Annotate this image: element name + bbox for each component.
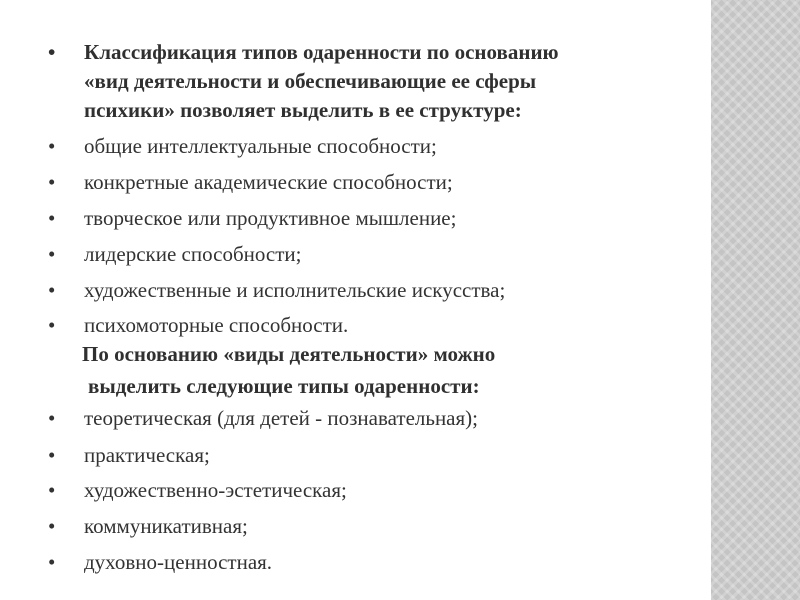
bullet-icon: • xyxy=(48,313,56,337)
intro-text-1: Классификация типов одаренности по основанию xyxy=(84,40,559,64)
section2-line-2 xyxy=(88,374,480,399)
bullet-icon: • xyxy=(48,443,56,467)
bullet-icon: • xyxy=(48,170,56,194)
bullet-icon: • xyxy=(48,550,56,574)
decorative-side-band xyxy=(711,0,800,600)
bullet-icon: • xyxy=(48,278,56,302)
bullet-icon: • xyxy=(48,242,56,266)
intro-text-2: «вид деятельности и обеспечивающие ее сферы xyxy=(84,69,537,93)
bullet-icon: • xyxy=(48,514,56,538)
list-item-text: творческое или продуктивное мышление; xyxy=(84,206,457,230)
section2-text-1: По основанию «виды деятельности» можно xyxy=(82,342,496,366)
bullet-icon: • xyxy=(48,134,56,158)
list-item-text: психомоторные способности. xyxy=(84,313,349,337)
bullet-icon: • xyxy=(48,206,56,230)
intro-text-3: психики» позволяет выделить в ее структуре: xyxy=(84,98,522,122)
section2-line-1 xyxy=(82,342,495,367)
list-item-text: общие интеллектуальные способности; xyxy=(84,134,437,158)
bullet-icon: • xyxy=(48,406,56,430)
list-item-text: конкретные академические способности; xyxy=(84,170,453,194)
list-item-text: художественные и исполнительские искусства; xyxy=(84,278,506,302)
list-item-text: коммуникативная; xyxy=(84,514,248,538)
list-item-text: художественно-эстетическая; xyxy=(84,478,347,502)
list-item-text: практическая; xyxy=(84,443,210,467)
bullet-icon: • xyxy=(48,478,56,502)
list-item-text: теоретическая (для детей - познавательная); xyxy=(84,406,478,430)
bullet-icon: • xyxy=(48,40,56,64)
list-item-text: духовно-ценностная. xyxy=(84,550,273,574)
section2-text-2: выделить следующие типы одаренности: xyxy=(88,374,480,398)
list-item-text: лидерские способности; xyxy=(84,242,302,266)
